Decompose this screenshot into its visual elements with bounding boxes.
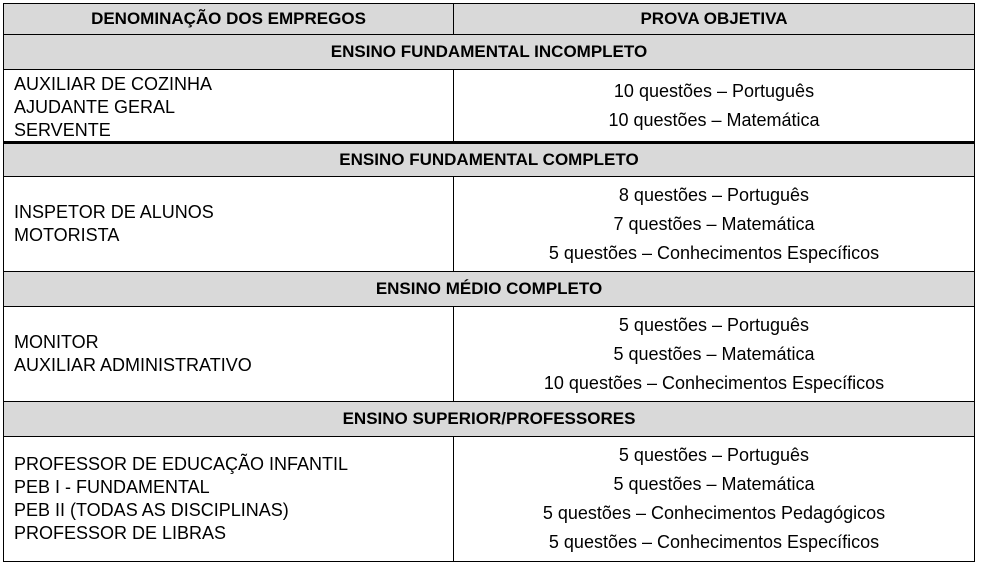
- job-item: AUXILIAR DE COZINHA: [14, 74, 213, 94]
- job-list: [4, 177, 454, 271]
- exam-list: [454, 177, 974, 271]
- exam-table: [3, 3, 975, 562]
- exam-item: 5 questões – Português: [618, 314, 810, 335]
- job-item: AUXILIAR ADMINISTRATIVO: [14, 355, 252, 375]
- table-row: [3, 437, 975, 562]
- job-item: MONITOR: [14, 332, 99, 352]
- job-item: INSPETOR DE ALUNOS: [14, 202, 214, 222]
- table-row: [3, 177, 975, 272]
- exam-item: 7 questões – Matemática: [613, 213, 815, 234]
- section-title: ENSINO MÉDIO COMPLETO: [3, 272, 975, 307]
- job-item: MOTORISTA: [14, 225, 120, 245]
- exam-item: 5 questões – Conhecimentos Específicos: [548, 242, 880, 263]
- job-item: PEB II (TODAS AS DISCIPLINAS): [14, 500, 289, 520]
- job-list: [4, 70, 454, 141]
- section-title: ENSINO SUPERIOR/PROFESSORES: [3, 402, 975, 437]
- job-list: [4, 307, 454, 401]
- exam-item: 5 questões – Matemática: [613, 474, 815, 494]
- exam-item: 10 questões – Português: [613, 80, 815, 101]
- exam-item: 5 questões – Português: [618, 445, 810, 465]
- header-jobs: DENOMINAÇÃO DOS EMPREGOS: [4, 4, 454, 34]
- job-item: PEB I - FUNDAMENTAL: [14, 477, 210, 497]
- header-exams: PROVA OBJETIVA: [640, 9, 788, 28]
- section-title: ENSINO FUNDAMENTAL INCOMPLETO: [3, 35, 975, 70]
- exam-list: [454, 437, 974, 561]
- table-row: [3, 307, 975, 402]
- exam-item: 10 questões – Conhecimentos Específicos: [543, 372, 885, 393]
- exam-item: 5 questões – Conhecimentos Específicos: [548, 532, 880, 552]
- job-item: AJUDANTE GERAL: [14, 97, 176, 117]
- exam-item: 10 questões – Matemática: [608, 109, 820, 130]
- job-item: SERVENTE: [14, 120, 111, 140]
- exam-item: 8 questões – Português: [618, 184, 810, 205]
- exam-list: [454, 307, 974, 401]
- exam-item: 5 questões – Matemática: [613, 343, 815, 364]
- job-item: PROFESSOR DE LIBRAS: [14, 523, 227, 543]
- section-title: ENSINO FUNDAMENTAL COMPLETO: [3, 142, 975, 177]
- table-row: [3, 70, 975, 142]
- job-item: PROFESSOR DE EDUCAÇÃO INFANTIL: [14, 454, 349, 474]
- exam-item: 5 questões – Conhecimentos Pedagógicos: [542, 503, 886, 523]
- exam-list: [454, 70, 974, 141]
- job-list: [4, 437, 454, 561]
- table-header: [3, 3, 975, 35]
